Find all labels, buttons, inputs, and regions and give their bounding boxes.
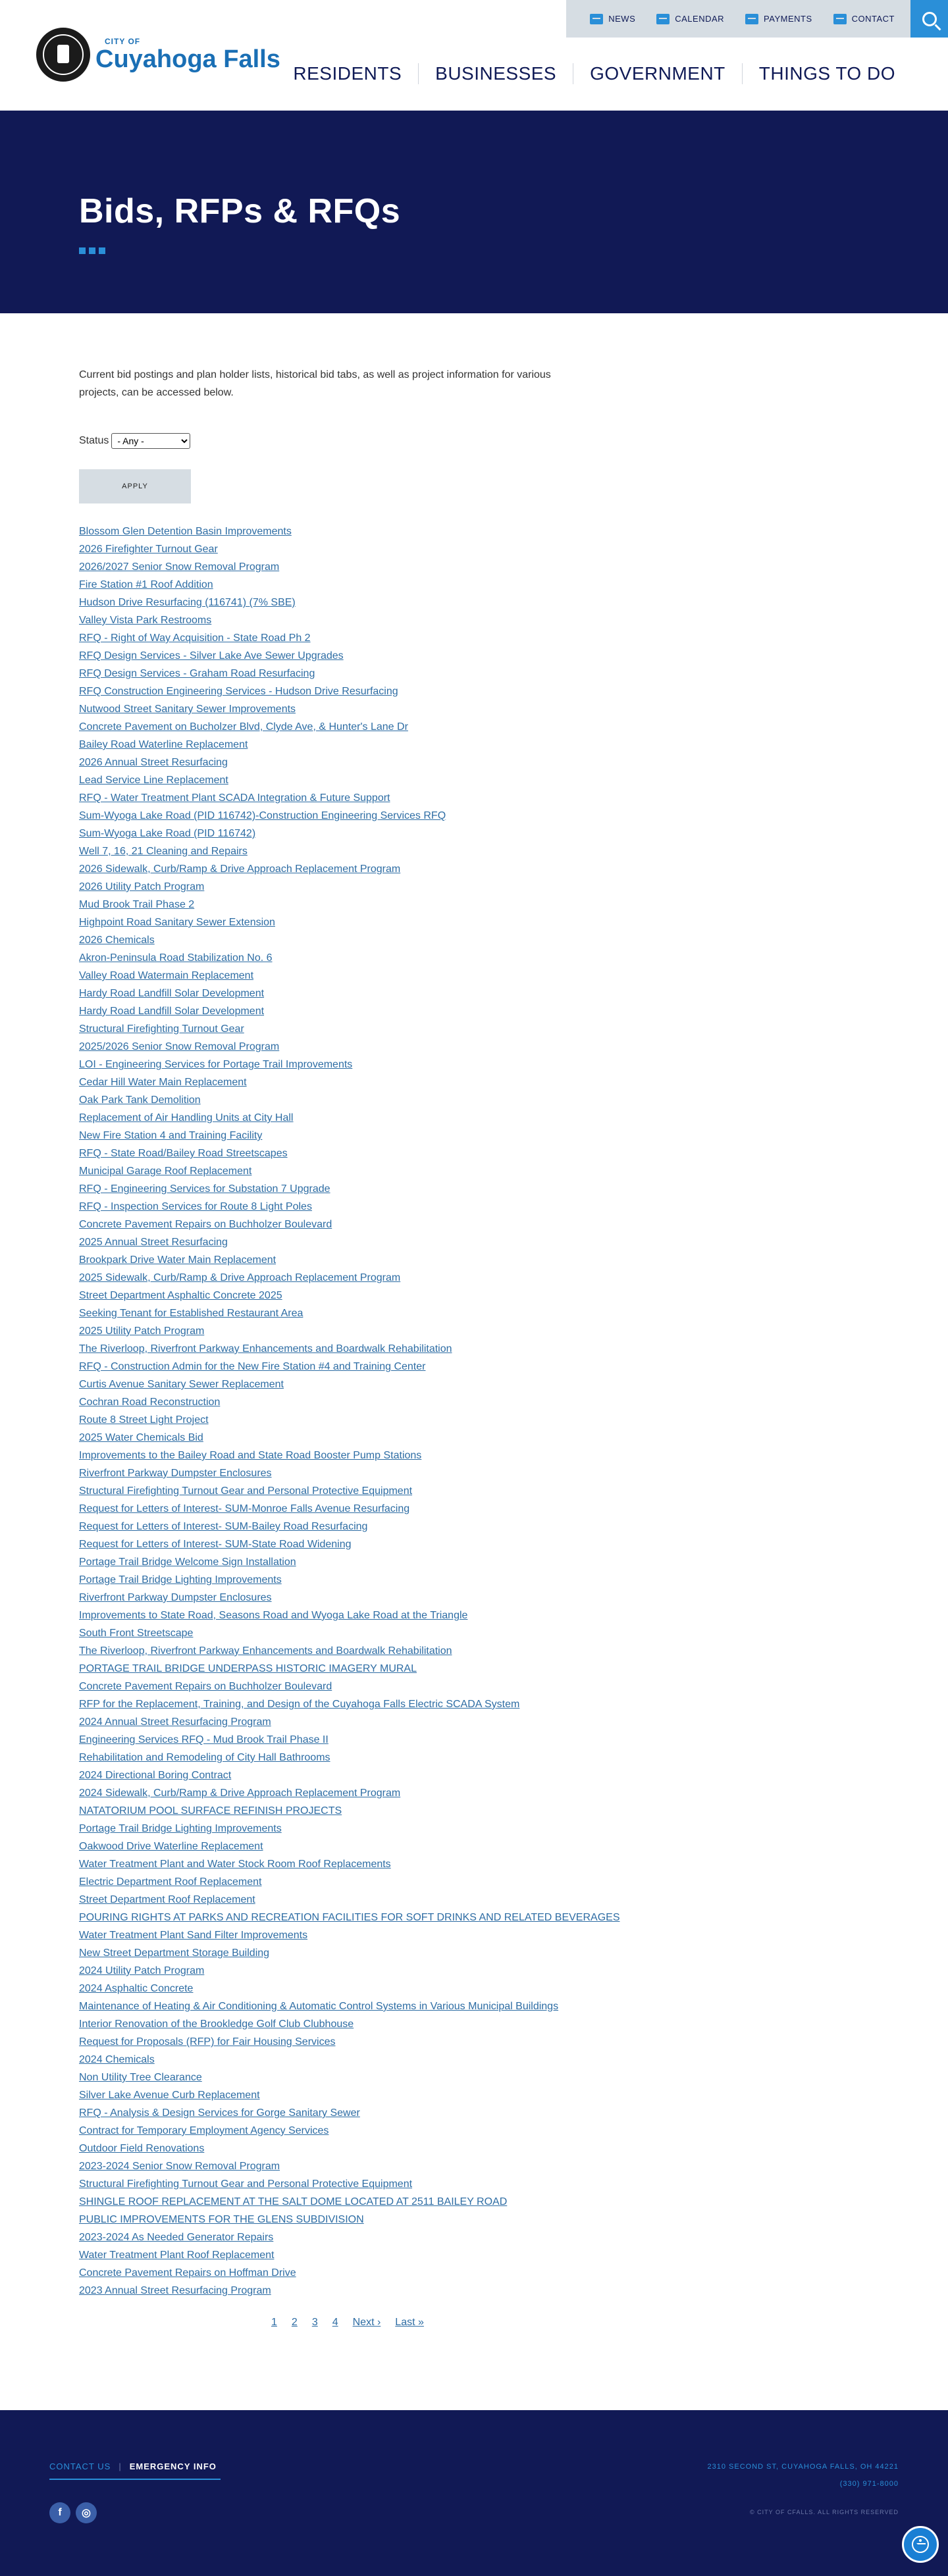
list-item (79, 1909, 672, 1926)
utility-bar (566, 0, 948, 38)
list-item (79, 683, 672, 700)
bid-link[interactable]: RFQ Construction Engineering Services - Hudson Drive Resurfacing (79, 686, 398, 697)
intro-text: Current bid postings and plan holder lists, historical bid tabs, as well as project information for various projects, can be accessed below. (79, 369, 551, 398)
bid-list (79, 523, 672, 2300)
bid-link[interactable]: 2023 Annual Street Resurfacing Program (79, 2285, 271, 2296)
list-item (79, 1376, 672, 1393)
bid-link[interactable]: RFQ - Engineering Services for Substation 7 Upgrade (79, 1183, 330, 1195)
list-item (79, 2175, 672, 2193)
page-2-link[interactable]: 2 (291, 2317, 298, 2328)
list-item (79, 647, 672, 665)
bid-link[interactable]: Blossom Glen Detention Basin Improvements (79, 526, 292, 537)
bid-link[interactable]: PUBLIC IMPROVEMENTS FOR THE GLENS SUBDIVISION (79, 2214, 364, 2225)
list-item (79, 2086, 672, 2104)
bid-link[interactable]: Engineering Services RFQ - Mud Brook Trail Phase II (79, 1734, 329, 1745)
status-filter (79, 433, 190, 449)
nav-government[interactable]: GOVERNMENT (573, 63, 742, 84)
list-item (79, 1820, 672, 1838)
bid-link[interactable]: RFQ - Inspection Services for Route 8 Light Poles (79, 1201, 312, 1212)
next-page-link[interactable]: Next › (352, 2317, 381, 2328)
list-item (79, 949, 672, 967)
list-item (79, 1607, 672, 1624)
list-item (79, 931, 672, 949)
bid-link[interactable]: PORTAGE TRAIL BRIDGE UNDERPASS HISTORIC IMAGERY MURAL (79, 1663, 417, 1674)
list-item (79, 1322, 672, 1340)
list-item (79, 2069, 672, 2086)
bid-link[interactable]: 2026/2027 Senior Snow Removal Program (79, 561, 280, 573)
list-item (79, 611, 672, 629)
list-item (79, 1838, 672, 1855)
list-item (79, 558, 672, 576)
instagram-icon[interactable]: ◎ (76, 2502, 97, 2523)
utility-link-news[interactable] (590, 14, 635, 24)
logo-wordmark (95, 37, 280, 72)
bid-link[interactable]: Seeking Tenant for Established Restaurant Area (79, 1308, 303, 1319)
list-item (79, 665, 672, 683)
bid-link[interactable]: 2023-2024 Senior Snow Removal Program (79, 2161, 280, 2172)
bid-link[interactable]: South Front Streetscape (79, 1628, 194, 1639)
footer-links (49, 2461, 217, 2471)
bid-link[interactable]: 2026 Utility Patch Program (79, 881, 205, 892)
list-item (79, 1980, 672, 1997)
payments-icon (745, 14, 758, 24)
bid-link[interactable]: Electric Department Roof Replacement (79, 1876, 262, 1888)
bid-link[interactable]: Non Utility Tree Clearance (79, 2072, 202, 2083)
footer-phone[interactable]: (330) 971-8000 (839, 2480, 899, 2488)
utility-link-calendar[interactable] (656, 14, 724, 24)
utility-link-label: CONTACT (851, 14, 895, 24)
list-item (79, 594, 672, 611)
list-item (79, 1038, 672, 1056)
list-item (79, 1571, 672, 1589)
bid-link[interactable]: Outdoor Field Renovations (79, 2143, 205, 2154)
last-page-link[interactable]: Last » (395, 2317, 424, 2328)
bid-link[interactable]: 2023-2024 As Needed Generator Repairs (79, 2232, 274, 2243)
list-item (79, 2122, 672, 2140)
footer-separator: | (118, 2461, 122, 2471)
list-item (79, 1855, 672, 1873)
list-item (79, 1216, 672, 1233)
bid-link[interactable]: Concrete Pavement on Bucholzer Blvd, Clyde Ave, & Hunter's Lane Dr (79, 721, 408, 733)
accent-dot (79, 247, 86, 254)
bid-link[interactable]: Curtis Avenue Sanitary Sewer Replacement (79, 1379, 284, 1390)
bid-link[interactable]: Improvements to the Bailey Road and State Road Booster Pump Stations (79, 1450, 422, 1461)
list-item (79, 718, 672, 736)
bid-link[interactable]: Structural Firefighting Turnout Gear and Personal Protective Equipment (79, 2178, 413, 2190)
list-item (79, 1695, 672, 1713)
accent-dot (99, 247, 105, 254)
utility-link-label: NEWS (608, 14, 636, 24)
bid-link[interactable]: New Fire Station 4 and Training Facility (79, 1130, 263, 1141)
list-item (79, 1891, 672, 1909)
bid-link[interactable]: Concrete Pavement Repairs on Buchholzer Boulevard (79, 1219, 332, 1230)
bid-link[interactable]: Request for Proposals (RFP) for Fair Housing Services (79, 2036, 336, 2048)
bid-link[interactable]: Valley Road Watermain Replacement (79, 970, 254, 981)
list-item (79, 1802, 672, 1820)
list-item (79, 1411, 672, 1429)
list-item (79, 1269, 672, 1287)
list-item (79, 1766, 672, 1784)
list-item (79, 1713, 672, 1731)
bid-link[interactable]: Structural Firefighting Turnout Gear (79, 1023, 244, 1035)
bid-link[interactable]: 2025 Sidewalk, Curb/Ramp & Drive Approach Replacement Program (79, 1272, 401, 1283)
list-item (79, 1127, 672, 1145)
list-item (79, 1873, 672, 1891)
social-links (49, 2502, 102, 2523)
footer-address: 2310 SECOND ST, CUYAHOGA FALLS, OH 44221 (707, 2463, 899, 2471)
list-item (79, 1056, 672, 1073)
list-item (79, 1553, 672, 1571)
bid-link[interactable]: Maintenance of Heating & Air Conditioning & Automatic Control Systems in Various Municipal Buildings (79, 2001, 559, 2012)
bid-link[interactable]: Improvements to State Road, Seasons Road and Wyoga Lake Road at the Triangle (79, 1610, 468, 1621)
logo-city-of: CITY OF (105, 37, 141, 46)
bid-link[interactable]: Valley Vista Park Restrooms (79, 615, 212, 626)
bid-link[interactable]: Portage Trail Bridge Welcome Sign Installation (79, 1557, 296, 1568)
bid-link[interactable]: New Street Department Storage Building (79, 1947, 270, 1959)
bid-link[interactable]: Riverfront Parkway Dumpster Enclosures (79, 1468, 272, 1479)
list-item (79, 860, 672, 878)
utility-link-payments[interactable] (745, 14, 812, 24)
list-item (79, 825, 672, 842)
list-item (79, 1109, 672, 1127)
list-item (79, 1624, 672, 1642)
bid-link[interactable]: Request for Letters of Interest- SUM-Monroe Falls Avenue Resurfacing (79, 1503, 410, 1514)
list-item (79, 2193, 672, 2211)
nav-residents[interactable]: RESIDENTS (293, 63, 402, 84)
list-item (79, 736, 672, 754)
bid-link[interactable]: RFQ - Water Treatment Plant SCADA Integration & Future Support (79, 792, 390, 804)
list-item (79, 700, 672, 718)
footer-divider (49, 2479, 221, 2480)
bid-link[interactable]: Fire Station #1 Roof Addition (79, 579, 213, 590)
bid-link[interactable]: Water Treatment Plant Sand Filter Improvements (79, 1930, 308, 1941)
list-item (79, 1482, 672, 1500)
list-item (79, 2104, 672, 2122)
page-4-link[interactable]: 4 (332, 2317, 338, 2328)
list-item (79, 967, 672, 985)
list-item (79, 1660, 672, 1678)
bid-link[interactable]: Cedar Hill Water Main Replacement (79, 1077, 247, 1088)
bid-link[interactable]: Well 7, 16, 21 Cleaning and Repairs (79, 846, 248, 857)
utility-link-contact[interactable] (833, 14, 895, 24)
bid-link[interactable]: Portage Trail Bridge Lighting Improvements (79, 1574, 282, 1585)
status-label: Status (79, 435, 109, 446)
list-item (79, 914, 672, 931)
accessibility-icon (912, 2536, 929, 2553)
list-item (79, 2033, 672, 2051)
title-accent-dots (79, 247, 109, 254)
list-item (79, 985, 672, 1002)
list-item (79, 629, 672, 647)
bid-link[interactable]: Oakwood Drive Waterline Replacement (79, 1841, 263, 1852)
bid-link[interactable]: Riverfront Parkway Dumpster Enclosures (79, 1592, 272, 1603)
list-item (79, 789, 672, 807)
list-item (79, 1784, 672, 1802)
bid-link[interactable]: 2025 Utility Patch Program (79, 1326, 205, 1337)
bid-link[interactable]: Street Department Roof Replacement (79, 1894, 255, 1905)
list-item (79, 807, 672, 825)
bid-link[interactable]: 2026 Annual Street Resurfacing (79, 757, 228, 768)
bid-link[interactable]: Water Treatment Plant Roof Replacement (79, 2250, 275, 2261)
facebook-icon[interactable]: f (49, 2502, 70, 2523)
list-item (79, 1447, 672, 1464)
bid-link[interactable]: Contract for Temporary Employment Agency Services (79, 2125, 329, 2136)
list-item (79, 754, 672, 771)
nav-businesses[interactable]: BUSINESSES (418, 63, 573, 84)
list-item (79, 2282, 672, 2300)
list-item (79, 1073, 672, 1091)
bid-link[interactable]: Concrete Pavement Repairs on Hoffman Drive (79, 2267, 296, 2279)
bid-link[interactable]: Brookpark Drive Water Main Replacement (79, 1254, 276, 1266)
bid-link[interactable]: 2025/2026 Senior Snow Removal Program (79, 1041, 280, 1052)
bid-link[interactable]: RFQ Design Services - Graham Road Resurfacing (79, 668, 315, 679)
list-item (79, 1020, 672, 1038)
status-select[interactable] (111, 433, 190, 449)
bid-link[interactable]: Highpoint Road Sanitary Sewer Extension (79, 917, 275, 928)
bid-link[interactable]: 2024 Sidewalk, Curb/Ramp & Drive Approach Replacement Program (79, 1788, 401, 1799)
list-item (79, 1518, 672, 1535)
page-title: Bids, RFPs & RFQs (79, 192, 401, 230)
bid-link[interactable]: Portage Trail Bridge Lighting Improvements (79, 1823, 282, 1834)
bid-link[interactable]: 2024 Directional Boring Contract (79, 1770, 232, 1781)
bid-link[interactable]: Interior Renovation of the Brookledge Golf Club Clubhouse (79, 2019, 354, 2030)
bid-link[interactable]: Silver Lake Avenue Curb Replacement (79, 2090, 260, 2101)
list-item (79, 2246, 672, 2264)
bid-link[interactable]: Route 8 Street Light Project (79, 1414, 209, 1426)
bid-link[interactable]: Akron-Peninsula Road Stabilization No. 6 (79, 952, 273, 964)
site-footer (0, 2410, 948, 2576)
main-nav (276, 63, 912, 84)
list-item (79, 2211, 672, 2228)
list-item (79, 1589, 672, 1607)
list-item (79, 1926, 672, 1944)
bid-link[interactable]: Sum-Wyoga Lake Road (PID 116742)-Construction Engineering Services RFQ (79, 810, 446, 821)
list-item (79, 2264, 672, 2282)
apply-button[interactable]: APPLY (79, 469, 191, 503)
utility-link-label: PAYMENTS (764, 14, 812, 24)
logo-city-name: Cuyahoga Falls (95, 45, 280, 73)
bid-link[interactable]: RFQ - Analysis & Design Services for Gorge Sanitary Sewer (79, 2107, 360, 2119)
list-item (79, 1002, 672, 1020)
site-logo[interactable] (36, 28, 280, 82)
list-item (79, 2015, 672, 2033)
bid-link[interactable]: Hardy Road Landfill Solar Development (79, 1006, 265, 1017)
list-item (79, 1962, 672, 1980)
list-item (79, 2228, 672, 2246)
list-item (79, 1145, 672, 1162)
list-item (79, 1358, 672, 1376)
bid-link[interactable]: Sum-Wyoga Lake Road (PID 116742) (79, 828, 256, 839)
list-item (79, 1944, 672, 1962)
list-item (79, 1997, 672, 2015)
bid-link[interactable]: Structural Firefighting Turnout Gear and Personal Protective Equipment (79, 1485, 413, 1497)
accent-dot (89, 247, 95, 254)
bid-link[interactable]: 2025 Water Chemicals Bid (79, 1432, 203, 1443)
list-item (79, 1393, 672, 1411)
footer-contact-link[interactable]: CONTACT US (49, 2461, 111, 2471)
bid-link[interactable]: Oak Park Tank Demolition (79, 1095, 201, 1106)
list-item (79, 576, 672, 594)
bid-link[interactable]: The Riverloop, Riverfront Parkway Enhancements and Boardwalk Rehabilitation (79, 1343, 452, 1354)
accessibility-button[interactable] (902, 2526, 939, 2563)
bid-link[interactable]: Cochran Road Reconstruction (79, 1397, 221, 1408)
bid-link[interactable]: Replacement of Air Handling Units at City Hall (79, 1112, 294, 1123)
list-item (79, 2051, 672, 2069)
contact-icon (833, 14, 847, 24)
bid-link[interactable]: RFQ - Construction Admin for the New Fire Station #4 and Training Center (79, 1361, 426, 1372)
bid-link[interactable]: Concrete Pavement Repairs on Buchholzer Boulevard (79, 1681, 332, 1692)
utility-links (566, 0, 910, 38)
list-item (79, 1749, 672, 1766)
bid-link[interactable]: 2026 Firefighter Turnout Gear (79, 544, 218, 555)
list-item (79, 1198, 672, 1216)
search-icon (922, 12, 937, 26)
bid-link[interactable]: The Riverloop, Riverfront Parkway Enhancements and Boardwalk Rehabilitation (79, 1645, 452, 1657)
bid-link[interactable]: 2026 Chemicals (79, 935, 155, 946)
list-item (79, 1642, 672, 1660)
list-item (79, 878, 672, 896)
list-item (79, 2140, 672, 2157)
bid-link[interactable]: 2024 Asphaltic Concrete (79, 1983, 194, 1994)
bid-link[interactable]: 2024 Chemicals (79, 2054, 155, 2065)
bid-link[interactable]: Rehabilitation and Remodeling of City Hall Bathrooms (79, 1752, 330, 1763)
list-item (79, 1251, 672, 1269)
bid-link[interactable]: Bailey Road Waterline Replacement (79, 739, 248, 750)
bid-link[interactable]: RFQ Design Services - Silver Lake Ave Sewer Upgrades (79, 650, 344, 661)
list-item (79, 1162, 672, 1180)
list-item (79, 1091, 672, 1109)
utility-link-label: CALENDAR (675, 14, 725, 24)
hero-banner (0, 111, 948, 313)
list-item (79, 523, 672, 540)
search-button[interactable] (910, 0, 948, 38)
page-1-link[interactable]: 1 (271, 2317, 277, 2328)
list-item (79, 2157, 672, 2175)
bid-link[interactable]: 2025 Annual Street Resurfacing (79, 1237, 228, 1248)
list-item (79, 1233, 672, 1251)
bid-link[interactable]: RFQ - State Road/Bailey Road Streetscapes (79, 1148, 288, 1159)
list-item (79, 1731, 672, 1749)
bid-link[interactable]: RFP for the Replacement, Training, and Design of the Cuyahoga Falls Electric SCADA System (79, 1699, 520, 1710)
bid-link[interactable]: Street Department Asphaltic Concrete 2025 (79, 1290, 282, 1301)
bid-link[interactable]: 2026 Sidewalk, Curb/Ramp & Drive Approach Replacement Program (79, 863, 401, 875)
bid-link[interactable]: 2024 Utility Patch Program (79, 1965, 205, 1976)
bid-link[interactable]: Request for Letters of Interest- SUM-State Road Widening (79, 1539, 352, 1550)
bid-link[interactable]: SHINGLE ROOF REPLACEMENT AT THE SALT DOME LOCATED AT 2511 BAILEY ROAD (79, 2196, 508, 2207)
bid-link[interactable]: Nutwood Street Sanitary Sewer Improvements (79, 704, 296, 715)
bid-link[interactable]: RFQ - Right of Way Acquisition - State Road Ph 2 (79, 632, 311, 644)
bid-link[interactable]: NATATORIUM POOL SURFACE REFINISH PROJECTS (79, 1805, 342, 1816)
bid-link[interactable]: Mud Brook Trail Phase 2 (79, 899, 195, 910)
city-seal-icon (36, 28, 90, 82)
list-item (79, 540, 672, 558)
bid-link[interactable]: Request for Letters of Interest- SUM-Bailey Road Resurfacing (79, 1521, 368, 1532)
list-item (79, 1304, 672, 1322)
bid-link[interactable]: POURING RIGHTS AT PARKS AND RECREATION FACILITIES FOR SOFT DRINKS AND RELATED BEVERAGES (79, 1912, 620, 1923)
calendar-icon (656, 14, 670, 24)
bid-link[interactable]: LOI - Engineering Services for Portage Trail Improvements (79, 1059, 353, 1070)
list-item (79, 1287, 672, 1304)
bid-link[interactable]: Hardy Road Landfill Solar Development (79, 988, 265, 999)
footer-emergency-link[interactable]: EMERGENCY INFO (129, 2461, 217, 2471)
footer-copyright: © CITY OF CFALLS. ALL RIGHTS RESERVED (749, 2509, 899, 2515)
list-item (79, 1678, 672, 1695)
list-item (79, 1500, 672, 1518)
nav-things-to-do[interactable]: THINGS TO DO (742, 63, 912, 84)
bid-link[interactable]: Municipal Garage Roof Replacement (79, 1166, 252, 1177)
pagination (271, 2317, 438, 2329)
list-item (79, 771, 672, 789)
page-3-link[interactable]: 3 (311, 2317, 318, 2328)
list-item (79, 1464, 672, 1482)
list-item (79, 1535, 672, 1553)
bid-link[interactable]: 2024 Annual Street Resurfacing Program (79, 1716, 271, 1728)
bid-link[interactable]: Hudson Drive Resurfacing (116741) (7% SBE) (79, 597, 296, 608)
list-item (79, 1340, 672, 1358)
list-item (79, 842, 672, 860)
bid-link[interactable]: Water Treatment Plant and Water Stock Room Roof Replacements (79, 1859, 391, 1870)
news-icon (590, 14, 603, 24)
list-item (79, 1429, 672, 1447)
bid-link[interactable]: Lead Service Line Replacement (79, 775, 228, 786)
list-item (79, 1180, 672, 1198)
list-item (79, 896, 672, 914)
